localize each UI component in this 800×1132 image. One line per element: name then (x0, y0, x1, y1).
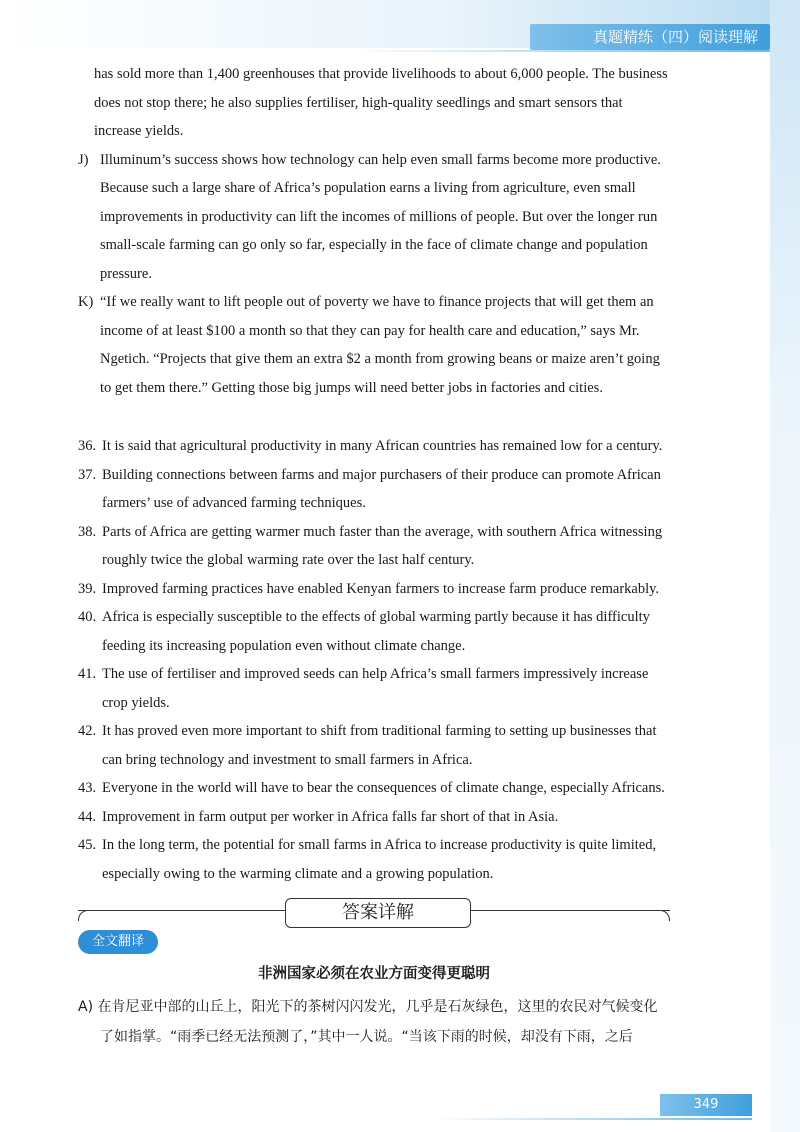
question-text: Parts of Africa are getting warmer much faster than the average, with southern Africa witnessing roughly twice the global warming rate over the last half century. (102, 523, 663, 568)
paragraph-letter: J) (78, 151, 89, 168)
question-37 (78, 461, 670, 518)
question-number: 37. (78, 466, 97, 483)
page-number-underline (432, 1118, 752, 1120)
paragraph-text: 在肯尼亚中部的山丘上，阳光下的茶树闪闪发光，几乎是石灰绿色，这里的农民对气候变化了如指掌。“雨季已经无法预测了，”其中一人说。“当该下雨的时候，却没有下雨，之后 (97, 999, 658, 1045)
question-44 (78, 803, 670, 832)
answer-section-title: 答案详解 (285, 898, 471, 928)
passage (78, 60, 670, 402)
question-number: 36. (78, 438, 97, 454)
question-number: 44. (78, 808, 97, 825)
question-text: Building connections between farms and major purchasers of their produce can promote African farmers’ use of advanced farming techniques. (102, 466, 661, 511)
question-number: 40. (78, 609, 97, 625)
divider-cap-right (659, 910, 670, 921)
question-number: 39. (78, 580, 97, 597)
translation-badge: 全文翻译 (78, 930, 158, 954)
answer-section-divider (78, 898, 670, 928)
question-41 (78, 660, 670, 717)
question-text: It has proved even more important to shift from traditional farming to setting up businesses that can bring technology and investment to small farmers in Africa. (102, 723, 657, 768)
paragraph-text: “If we really want to lift people out of poverty we have to finance projects that will get them an income of at least $100 a month so that they can pay for health care and education,” says Mr. Ngetich. “Projects that give them an extra $2 a month from growing beans or maize aren’t going to get them there.” Getting those big jumps will need better jobs in factories and cities. (100, 294, 660, 396)
question-number: 43. (78, 780, 97, 796)
page-number: 349 (660, 1094, 752, 1116)
question-number: 42. (78, 723, 97, 739)
question-number: 38. (78, 523, 97, 540)
paragraph-letter: A) (78, 999, 94, 1015)
paragraph-letter: K) (78, 294, 94, 310)
question-text: Everyone in the world will have to bear the consequences of climate change, especially Africans. (102, 780, 665, 796)
paragraph-text: Illuminum’s success shows how technology can help even small farms become more productive. Because such a large share of Africa’s population earns a living from agriculture, even small improvements in productivity can lift the incomes of millions of people. But over the longer run small-scale farming can go only so far, especially in the face of climate change and population pressure. (100, 151, 661, 282)
page-edge-decoration (770, 0, 800, 1132)
section-title: 真题精练（四）阅读理解 (530, 24, 770, 50)
question-text: It is said that agricultural productivity in many African countries has remained low for a century. (102, 438, 663, 454)
question-40 (78, 603, 670, 660)
question-text: The use of fertiliser and improved seeds can help Africa’s small farmers impressively increase crop yields. (102, 666, 649, 711)
header-underline (350, 50, 770, 52)
question-38 (78, 518, 670, 575)
translation-title: 非洲国家必须在农业方面变得更聪明 (258, 966, 490, 982)
divider-cap-left (78, 910, 89, 921)
question-43 (78, 774, 670, 803)
translation-body (78, 992, 670, 1052)
question-text: Improvement in farm output per worker in Africa falls far short of that in Asia. (102, 808, 559, 825)
question-text: Improved farming practices have enabled Kenyan farmers to increase farm produce remarkably. (102, 580, 660, 597)
question-39 (78, 575, 670, 604)
paragraph-j (78, 146, 670, 289)
question-45 (78, 831, 670, 888)
passage-continuation: has sold more than 1,400 greenhouses that provide livelihoods to about 6,000 people. The business does not stop there; he also supplies fertiliser, high-quality seedlings and smart sensors that increase yields. (94, 66, 668, 139)
translation-paragraph-a (78, 992, 670, 1052)
paragraph-k (78, 288, 670, 402)
question-text: Africa is especially susceptible to the effects of global warming partly because it has difficulty feeding its increasing population even without climate change. (102, 609, 650, 654)
question-36 (78, 432, 670, 461)
question-42 (78, 717, 670, 774)
question-number: 45. (78, 837, 97, 853)
question-list (78, 432, 670, 888)
question-number: 41. (78, 666, 97, 682)
question-text: In the long term, the potential for small farms in Africa to increase productivity is quite limited, especially owing to the warming climate and a growing population. (102, 837, 657, 882)
